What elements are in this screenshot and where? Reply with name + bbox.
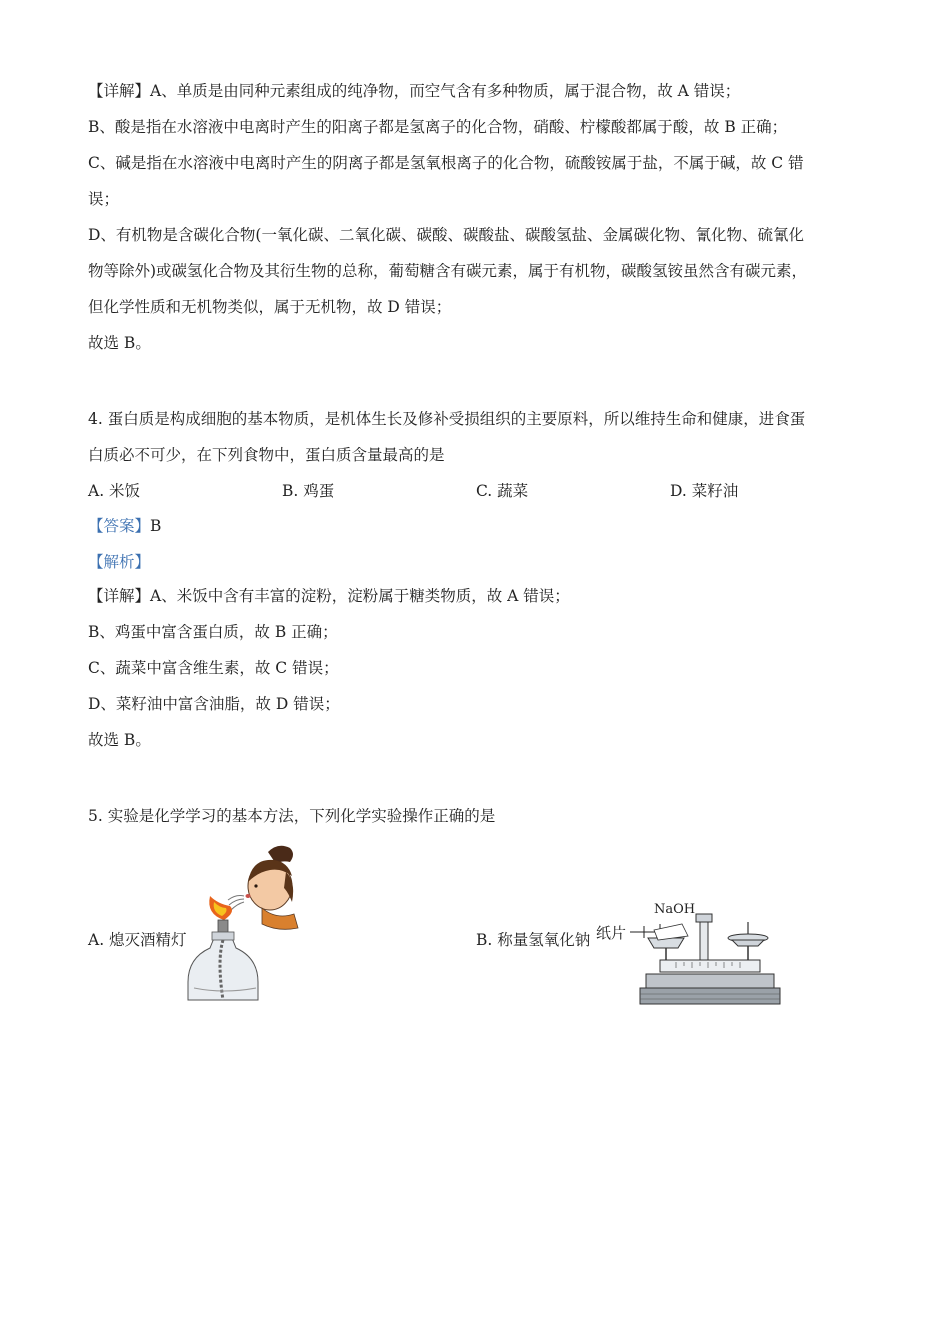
alcohol-lamp-figure (190, 842, 310, 1008)
q4-option-a: A. 米饭 (88, 482, 141, 500)
q3-detail-line-1: 【详解】A、单质是由同种元素组成的纯净物，而空气含有多种物质，属于混合物，故 A 错误； (88, 82, 741, 100)
center-pillar (696, 914, 712, 960)
q5-option-a-label: A. 熄灭酒精灯 (88, 931, 187, 949)
q4-option-c: C. 蔬菜 (476, 482, 529, 500)
balance-base (640, 974, 780, 1004)
q4-detail-line-4: D、菜籽油中富含油脂，故 D 错误； (88, 695, 340, 713)
q4-detail-line-3: C、蔬菜中富含维生素，故 C 错误； (88, 659, 339, 677)
right-pan (728, 922, 768, 962)
q4-stem-line-2: 白质必不可少，在下列食物中，蛋白质含量最高的是 (88, 446, 445, 464)
naoh-label: NaOH (654, 902, 696, 917)
q4-answer (88, 515, 161, 537)
q4-stem-line-1: 4. 蛋白质是构成细胞的基本物质，是机体生长及修补受损组织的主要原料，所以维持生命和健康，进食蛋 (88, 410, 806, 428)
q4-detail-line-1: 【详解】A、米饭中含有丰富的淀粉，淀粉属于糖类物质，故 A 错误； (88, 587, 570, 605)
q4-analysis-label: 【解析】 (88, 553, 151, 571)
q5-stem: 5. 实验是化学学习的基本方法，下列化学实验操作正确的是 (88, 807, 496, 825)
answer-label: 【答案】 (88, 517, 151, 535)
balance-figure (596, 898, 776, 1010)
q3-detail-line-6: 物等除外)或碳氢化合物及其衍生物的总称，葡萄糖含有碳元素，属于有机物，碳酸氢铵虽然含有碳元素， (88, 262, 808, 280)
q4-conclusion: 故选 B。 (88, 731, 151, 749)
balance-beam (660, 960, 760, 972)
paper-label: 纸片 (596, 924, 627, 942)
q4-option-d: D. 菜籽油 (670, 482, 739, 500)
q3-detail-line-3: C、碱是指在水溶液中电离时产生的阴离子都是氢氧根离子的化合物，硫酸铵属于盐，不属于碱，故 C 错 (88, 154, 804, 172)
q3-detail-line-5: D、有机物是含碳化合物(一氧化碳、二氧化碳、碳酸、碳酸盐、碳酸氢盐、金属碳化物、氰化物、硫氰化 (88, 226, 804, 244)
q4-detail-line-2: B、鸡蛋中富含蛋白质，故 B 正确； (88, 623, 338, 641)
person-head-icon (246, 846, 299, 930)
left-pan (648, 924, 688, 962)
q3-detail-line-4: 误； (88, 190, 120, 208)
q3-detail-line-7: 但化学性质和无机物类似，属于无机物，故 D 错误； (88, 298, 452, 316)
q3-conclusion: 故选 B。 (88, 334, 151, 352)
q5-option-b-label: B. 称量氢氧化钠 (476, 931, 591, 949)
q3-detail-line-2: B、酸是指在水溶液中电离时产生的阳离子都是氢离子的化合物，硝酸、柠檬酸都属于酸，故 B 正确； (88, 118, 788, 136)
q4-option-b: B. 鸡蛋 (282, 482, 335, 500)
answer-value: B (150, 517, 162, 535)
lamp-body (188, 932, 258, 1000)
